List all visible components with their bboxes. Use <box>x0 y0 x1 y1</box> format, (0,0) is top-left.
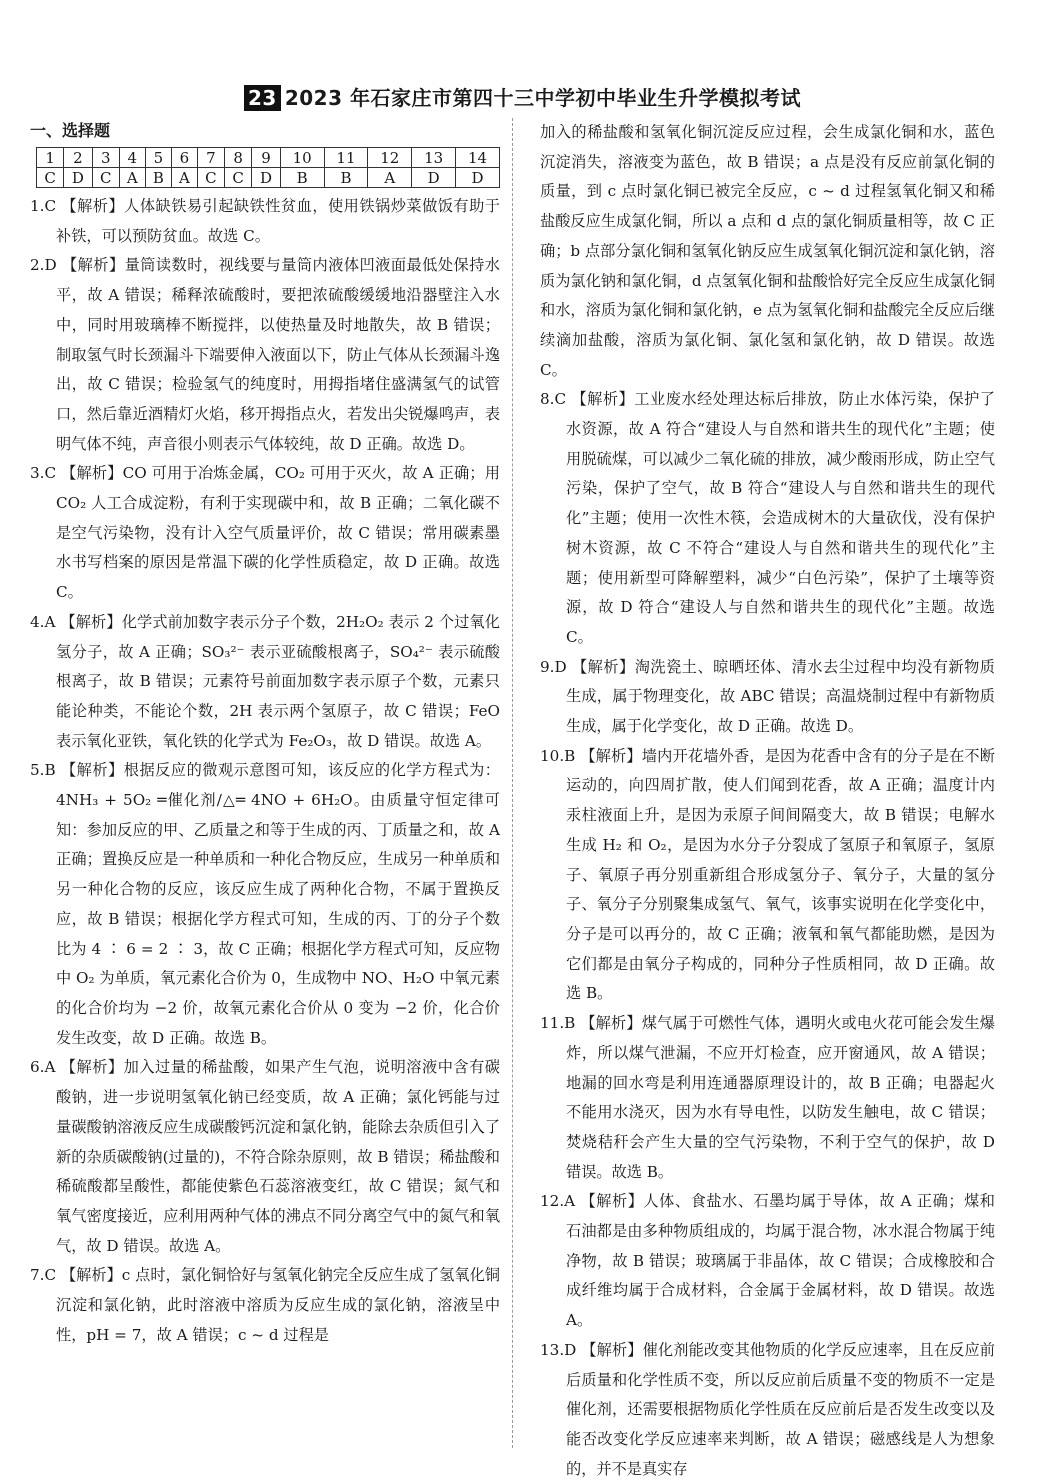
answer-table-answer: A <box>368 168 412 188</box>
page-title: 2023 年石家庄市第四十三中学初中毕业生升学模拟考试 <box>284 86 801 110</box>
explanation-paragraph: 10.B 【解析】墙内开花墙外香，是因为花香中含有的分子是在不断运动的，向四周扩散，使人们闻到花香，故 A 正确；温度计内汞柱液面上升，是因为汞原子间间隔变大，故 B 错误；电解水生成 H₂ 和 O₂，是因为水分子分裂成了氢原子和氧原子，氢原子、氧原子再分别重新组合形成氢分子、氧分子，大量的氢分子、氧分子分别聚集成氢气、氧气，该事实说明在化学变化中，分子是可以再分的，故 C 正确；液氧和氧气都能助燃，是因为它们都是由氧分子构成的，同种分子性质相同，故 D 正确。故选 B。 <box>540 746 995 1003</box>
answer-table-answer: A <box>119 168 145 188</box>
left-explanations <box>30 192 500 1350</box>
answer-table-number: 10 <box>280 148 324 168</box>
answer-table-answer: D <box>64 168 92 188</box>
explanation-paragraph: 加入的稀盐酸和氢氧化铜沉淀反应过程，会生成氯化铜和水，蓝色沉淀消失，溶液变为蓝色，故 B 错误；a 点是没有反应前氯化铜的质量，到 c 点时氯化铜已被完全反应，c ~ d 过程氢氧化铜又和稀盐酸反应生成氯化铜，所以 a 点和 d 点的氯化铜质量相等，故 C 正确；b 点部分氯化铜和氢氧化钠反应生成氢氧化铜沉淀和氯化钠，溶质为氯化钠和氯化铜，d 点氢氧化铜和盐酸恰好完全反应生成氯化铜和水，溶质为氯化铜和氯化钠，e 点为氢氧化铜和盐酸完全反应后继续滴加盐酸，溶质为氯化铜、氯化氢和氯化钠，故 D 错误。故选 C。 <box>540 123 995 379</box>
answer-table-answer: C <box>197 168 224 188</box>
explanation-paragraph: 1.C 【解析】人体缺铁易引起缺铁性贫血，使用铁锅炒菜做饭有助于补铁，可以预防贫血。故选 C。 <box>30 197 500 245</box>
answer-table-answer: B <box>280 168 324 188</box>
explanation-paragraph: 8.C 【解析】工业废水经处理达标后排放，防止水体污染，保护了水资源，故 A 符合“建设人与自然和谐共生的现代化”主题；使用脱硫煤，可以减少二氧化硫的排放，减少酸雨形成，防止空气污染，保护了空气，故 B 符合“建设人与自然和谐共生的现代化”主题；使用一次性木筷，会造成树木的大量砍伐，没有保护树木资源，故 C 不符合“建设人与自然和谐共生的现代化”主题；使用新型可降解塑料，减少“白色污染”，保护了土壤等资源，故 D 符合“建设人与自然和谐共生的现代化”主题。故选 C。 <box>540 390 995 646</box>
explanation-paragraph: 11.B 【解析】煤气属于可燃性气体，遇明火或电火花可能会发生爆炸，所以煤气泄漏，不应开灯检查，应开窗通风，故 A 错误；地漏的回水弯是利用连通器原理设计的，故 B 正确；电器起火不能用水浇灭，因为水有导电性，以防发生触电，故 C 错误；焚烧秸秆会产生大量的空气污染物，不利于空气的保护，故 D 错误。故选 B。 <box>540 1014 995 1181</box>
answer-table-number: 6 <box>171 148 197 168</box>
answer-table-answer: D <box>456 168 500 188</box>
section-title: 一、选择题 <box>30 121 111 140</box>
answer-table-number: 11 <box>324 148 368 168</box>
explanation-paragraph: 13.D 【解析】催化剂能改变其他物质的化学反应速率，且在反应前后质量和化学性质不变，所以反应前后质量不变的物质不一定是催化剂，还需要根据物质化学性质在反应前后是否发生改变以及能否改变化学反应速率来判断，故 A 错误；磁感线是人为想象的，并不是真实存 <box>540 1340 995 1478</box>
answer-table-number: 14 <box>456 148 500 168</box>
answer-table <box>36 147 500 188</box>
answer-table-answer: B <box>324 168 368 188</box>
answer-table-answer: A <box>171 168 197 188</box>
answer-table-answer: D <box>252 168 280 188</box>
paper-number-badge: 23 <box>244 85 281 111</box>
left-column <box>30 118 500 1350</box>
answer-table-number: 5 <box>145 148 171 168</box>
answer-table-number: 1 <box>37 148 64 168</box>
answer-table-answers-row <box>37 168 500 188</box>
explanation-paragraph: 6.A 【解析】加入过量的稀盐酸，如果产生气泡，说明溶液中含有碳酸钠，进一步说明氢氧化钠已经变质，故 A 正确；氯化钙能与过量碳酸钠溶液反应生成碳酸钙沉淀和氯化钠，能除去杂质但引入了新的杂质碳酸钠(过量的)，不符合除杂原则，故 B 错误；稀盐酸和稀硫酸都呈酸性，都能使紫色石蕊溶液变红，故 C 错误；氮气和氧气密度接近，应利用两种气体的沸点不同分离空气中的氮气和氧气，故 D 错误。故选 A。 <box>30 1058 500 1255</box>
right-column <box>540 118 995 1484</box>
answer-table-number: 8 <box>225 148 252 168</box>
explanation-paragraph: 9.D 【解析】淘洗瓷土、晾晒坯体、清水去尘过程中均没有新物质生成，属于物理变化，故 ABC 错误；高温烧制过程中有新物质生成，属于化学变化，故 D 正确。故选 D。 <box>540 657 995 736</box>
answer-table-answer: D <box>412 168 456 188</box>
answer-table-answer: B <box>145 168 171 188</box>
column-divider <box>512 118 513 1448</box>
explanation-paragraph: 5.B 【解析】根据反应的微观示意图可知，该反应的化学方程式为：4NH₃ + 5O₂ ═催化剂/△═ 4NO + 6H₂O。由质量守恒定律可知：参加反应的甲、乙质量之和等于生成的丙、丁质量之和，故 A 正确；置换反应是一种单质和一种化合物反应，生成另一种单质和另一种化合物的反应，该反应生成了两种化合物，不属于置换反应，故 B 错误；根据化学方程式可知，生成的丙、丁的分子个数比为 4 ∶ 6 = 2 ∶ 3，故 C 正确；根据化学方程式可知，反应物中 O₂ 为单质，氧元素化合价为 0，生成物中 NO、H₂O 中氧元素的化合价均为 −2 价，故氧元素化合价从 0 变为 −2 价，化合价发生改变，故 D 正确。故选 B。 <box>30 761 500 1047</box>
answer-table-numbers-row <box>37 148 500 168</box>
answer-table-number: 13 <box>412 148 456 168</box>
answer-table-answer: C <box>37 168 64 188</box>
answer-table-answer: C <box>225 168 252 188</box>
explanation-paragraph: 4.A 【解析】化学式前加数字表示分子个数，2H₂O₂ 表示 2 个过氧化氢分子，故 A 正确；SO₃²⁻ 表示亚硫酸根离子，SO₄²⁻ 表示硫酸根离子，故 B 错误；元素符号前面加数字表示原子个数，元素只能论种类，不能论个数，2H 表示两个氢原子，故 C 错误；FeO 表示氧化亚铁，氧化铁的化学式为 Fe₂O₃，故 D 错误。故选 A。 <box>30 612 500 750</box>
answer-table-number: 4 <box>119 148 145 168</box>
explanation-paragraph: 3.C 【解析】CO 可用于冶炼金属，CO₂ 可用于灭火，故 A 正确；用 CO₂ 人工合成淀粉，有利于实现碳中和，故 B 正确；二氧化碳不是空气污染物，没有计入空气质量评价，故 C 错误；常用碳素墨水书写档案的原因是常温下碳的化学性质稳定，故 D 正确。故选 C。 <box>30 464 500 602</box>
answer-table-number: 7 <box>197 148 224 168</box>
answer-table-number: 3 <box>92 148 119 168</box>
answer-table-number: 12 <box>368 148 412 168</box>
answer-table-answer: C <box>92 168 119 188</box>
explanation-paragraph: 2.D 【解析】量筒读数时，视线要与量筒内液体凹液面最低处保持水平，故 A 错误；稀释浓硫酸时，要把浓硫酸缓缓地沿器壁注入水中，同时用玻璃棒不断搅拌，以使热量及时地散失，故 B 错误；制取氢气时长颈漏斗下端要伸入液面以下，防止气体从长颈漏斗逸出，故 C 错误；检验氢气的纯度时，用拇指堵住盛满氢气的试管口，然后靠近酒精灯火焰，移开拇指点火，若发出尖锐爆鸣声，表明气体不纯，声音很小则表示气体较纯，故 D 正确。故选 D。 <box>30 256 500 453</box>
page-header <box>0 82 1045 111</box>
explanation-paragraph: 12.A 【解析】人体、食盐水、石墨均属于导体，故 A 正确；煤和石油都是由多种物质组成的，均属于混合物，冰水混合物属于纯净物，故 B 错误；玻璃属于非晶体，故 C 错误；合成橡胶和合成纤维均属于合成材料，合金属于金属材料，故 D 错误。故选 A。 <box>540 1192 995 1330</box>
explanation-paragraph: 7.C 【解析】c 点时，氯化铜恰好与氢氧化钠完全反应生成了氢氧化铜沉淀和氯化钠，此时溶液中溶质为反应生成的氯化钠，溶液呈中性，pH = 7，故 A 错误；c ~ d 过程是 <box>30 1266 500 1344</box>
answer-table-number: 9 <box>252 148 280 168</box>
answer-table-number: 2 <box>64 148 92 168</box>
right-explanations <box>540 118 995 1484</box>
